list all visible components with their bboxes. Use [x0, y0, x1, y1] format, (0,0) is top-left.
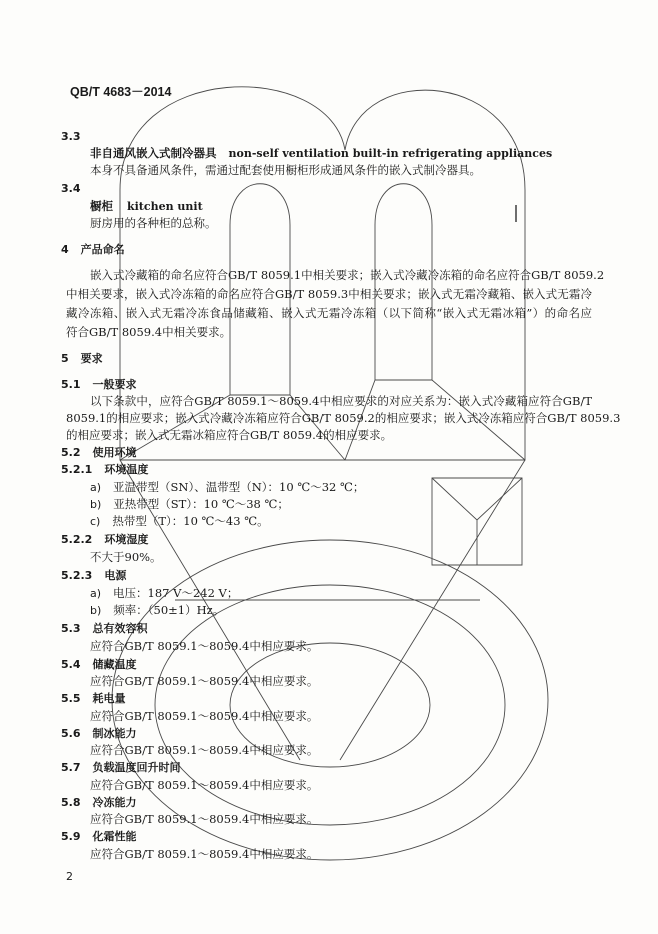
clause-5-2-heading	[61, 446, 137, 460]
heading-number: 4	[61, 243, 69, 256]
clause-5-1-line-2: 8059.1的相应要求；嵌入式冷藏冷冻箱应符合GB/T 8059.2的相应要求；嵌入式冷冻箱应符合GB/T 8059.3	[66, 411, 621, 425]
list-item	[90, 514, 269, 529]
clause-5-6-text: 应符合GB/T 8059.1～8059.4中相应要求。	[90, 743, 319, 757]
heading-number: 5.2.2	[61, 533, 93, 546]
clause-4-line-4: 符合GB/T 8059.4中相关要求。	[66, 325, 232, 339]
heading-number: 5	[61, 352, 69, 365]
list-label: b)	[90, 498, 102, 511]
heading-number: 5.5	[61, 692, 81, 705]
list-text: 亚温带型（SN）、温带型（N）：10 ℃～32 ℃；	[113, 480, 365, 494]
term-en: kitchen unit	[127, 200, 203, 213]
clause-5-8-text: 应符合GB/T 8059.1～8059.4中相应要求。	[90, 812, 319, 826]
heading-title: 耗电量	[92, 692, 126, 705]
clause-5-6-heading	[61, 727, 137, 741]
heading-title: 产品命名	[80, 243, 125, 256]
heading-title: 要求	[80, 352, 103, 365]
heading-number: 5.7	[61, 761, 81, 774]
clause-4-line-1: 嵌入式冷藏箱的命名应符合GB/T 8059.1中相关要求；嵌入式冷藏冷冻箱的命名应符合GB/T 8059.2	[90, 268, 605, 282]
clause-5-2-1-heading	[61, 463, 148, 477]
heading-number: 5.2.1	[61, 463, 93, 476]
list-text: 热带型（T）：10 ℃～43 ℃。	[112, 514, 269, 528]
clause-5-2-2-text: 不大于90%。	[90, 550, 162, 564]
clause-5-7-heading	[61, 761, 181, 775]
heading-title: 总有效容积	[92, 622, 148, 635]
heading-number: 5.1	[61, 378, 81, 391]
list-item	[90, 497, 289, 512]
heading-number: 5.4	[61, 658, 81, 671]
page-number: 2	[66, 870, 73, 883]
standard-number: QB/T 4683－2014	[70, 85, 172, 99]
heading-number: 5.8	[61, 796, 81, 809]
heading-title: 冷冻能力	[92, 796, 137, 809]
clause-5-2-2-heading	[61, 533, 148, 547]
list-label: c)	[90, 515, 101, 528]
clause-5-3-heading	[61, 622, 148, 636]
term-en: non-self ventilation built-in refrigerating appliances	[228, 147, 553, 160]
clause-5-5-heading	[61, 692, 126, 706]
clause-3-3-number: 3.3	[61, 130, 81, 143]
term-cn: 橱柜	[90, 199, 113, 213]
clause-5-1-line-1: 以下条款中，应符合GB/T 8059.1～8059.4中相应要求的对应关系为：嵌入式冷藏箱应符合GB/T	[90, 394, 592, 408]
clause-5-1-line-3: 的相应要求；嵌入式无霜冰箱应符合GB/T 8059.4的相应要求。	[66, 428, 393, 442]
clause-3-4-definition: 厨房用的各种柜的总称。	[90, 216, 217, 230]
clause-4-heading	[61, 243, 125, 257]
list-text: 亚热带型（ST）：10 ℃～38 ℃；	[113, 497, 289, 511]
clause-5-9-text: 应符合GB/T 8059.1～8059.4中相应要求。	[90, 847, 319, 861]
heading-number: 5.3	[61, 622, 81, 635]
clause-5-5-text: 应符合GB/T 8059.1～8059.4中相应要求。	[90, 709, 319, 723]
heading-number: 5.9	[61, 830, 81, 843]
list-text: 频率：（50±1）Hz。	[113, 603, 225, 617]
heading-title: 储藏温度	[92, 658, 137, 671]
heading-title: 使用环境	[92, 446, 137, 459]
clause-5-1-heading	[61, 378, 137, 392]
list-item	[90, 586, 238, 601]
list-label: a)	[90, 587, 102, 600]
clause-4-line-3: 藏冷冻箱、嵌入式无霜冷冻食品储藏箱、嵌入式无霜冷冻箱（以下简称“嵌入式无霜冰箱”）的命名应	[66, 306, 592, 320]
clause-3-4-term	[90, 199, 203, 214]
heading-number: 5.2	[61, 446, 81, 459]
clause-4-line-2: 中相关要求，嵌入式冷冻箱的命名应符合GB/T 8059.3中相关要求；嵌入式无霜冷藏箱、嵌入式无霜冷	[66, 287, 592, 301]
term-cn: 非自通风嵌入式制冷器具	[90, 146, 217, 160]
list-item	[90, 603, 224, 618]
heading-number: 5.2.3	[61, 569, 93, 582]
list-label: b)	[90, 604, 102, 617]
clause-3-3-definition: 本身不具备通风条件，需通过配套使用橱柜形成通风条件的嵌入式制冷器具。	[90, 163, 481, 177]
clause-5-8-heading	[61, 796, 137, 810]
list-label: a)	[90, 481, 102, 494]
heading-title: 环境湿度	[104, 533, 149, 546]
clause-5-2-3-heading	[61, 569, 126, 583]
watermark-box	[432, 478, 522, 565]
heading-title: 负载温度回升时间	[92, 761, 181, 774]
clause-5-3-text: 应符合GB/T 8059.1～8059.4中相应要求。	[90, 639, 319, 653]
heading-title: 化霜性能	[92, 830, 137, 843]
clause-5-7-text: 应符合GB/T 8059.1～8059.4中相应要求。	[90, 778, 319, 792]
clause-5-4-text: 应符合GB/T 8059.1～8059.4中相应要求。	[90, 674, 319, 688]
clause-3-3-term	[90, 146, 552, 161]
clause-5-heading	[61, 352, 103, 366]
clause-5-9-heading	[61, 830, 137, 844]
heading-title: 环境温度	[104, 463, 149, 476]
clause-5-4-heading	[61, 658, 137, 672]
heading-title: 一般要求	[92, 378, 137, 391]
list-text: 电压：187 V～242 V；	[113, 586, 239, 600]
heading-title: 制冰能力	[92, 727, 137, 740]
list-item	[90, 480, 364, 495]
clause-3-4-number: 3.4	[61, 182, 81, 195]
heading-number: 5.6	[61, 727, 81, 740]
heading-title: 电源	[104, 569, 127, 582]
